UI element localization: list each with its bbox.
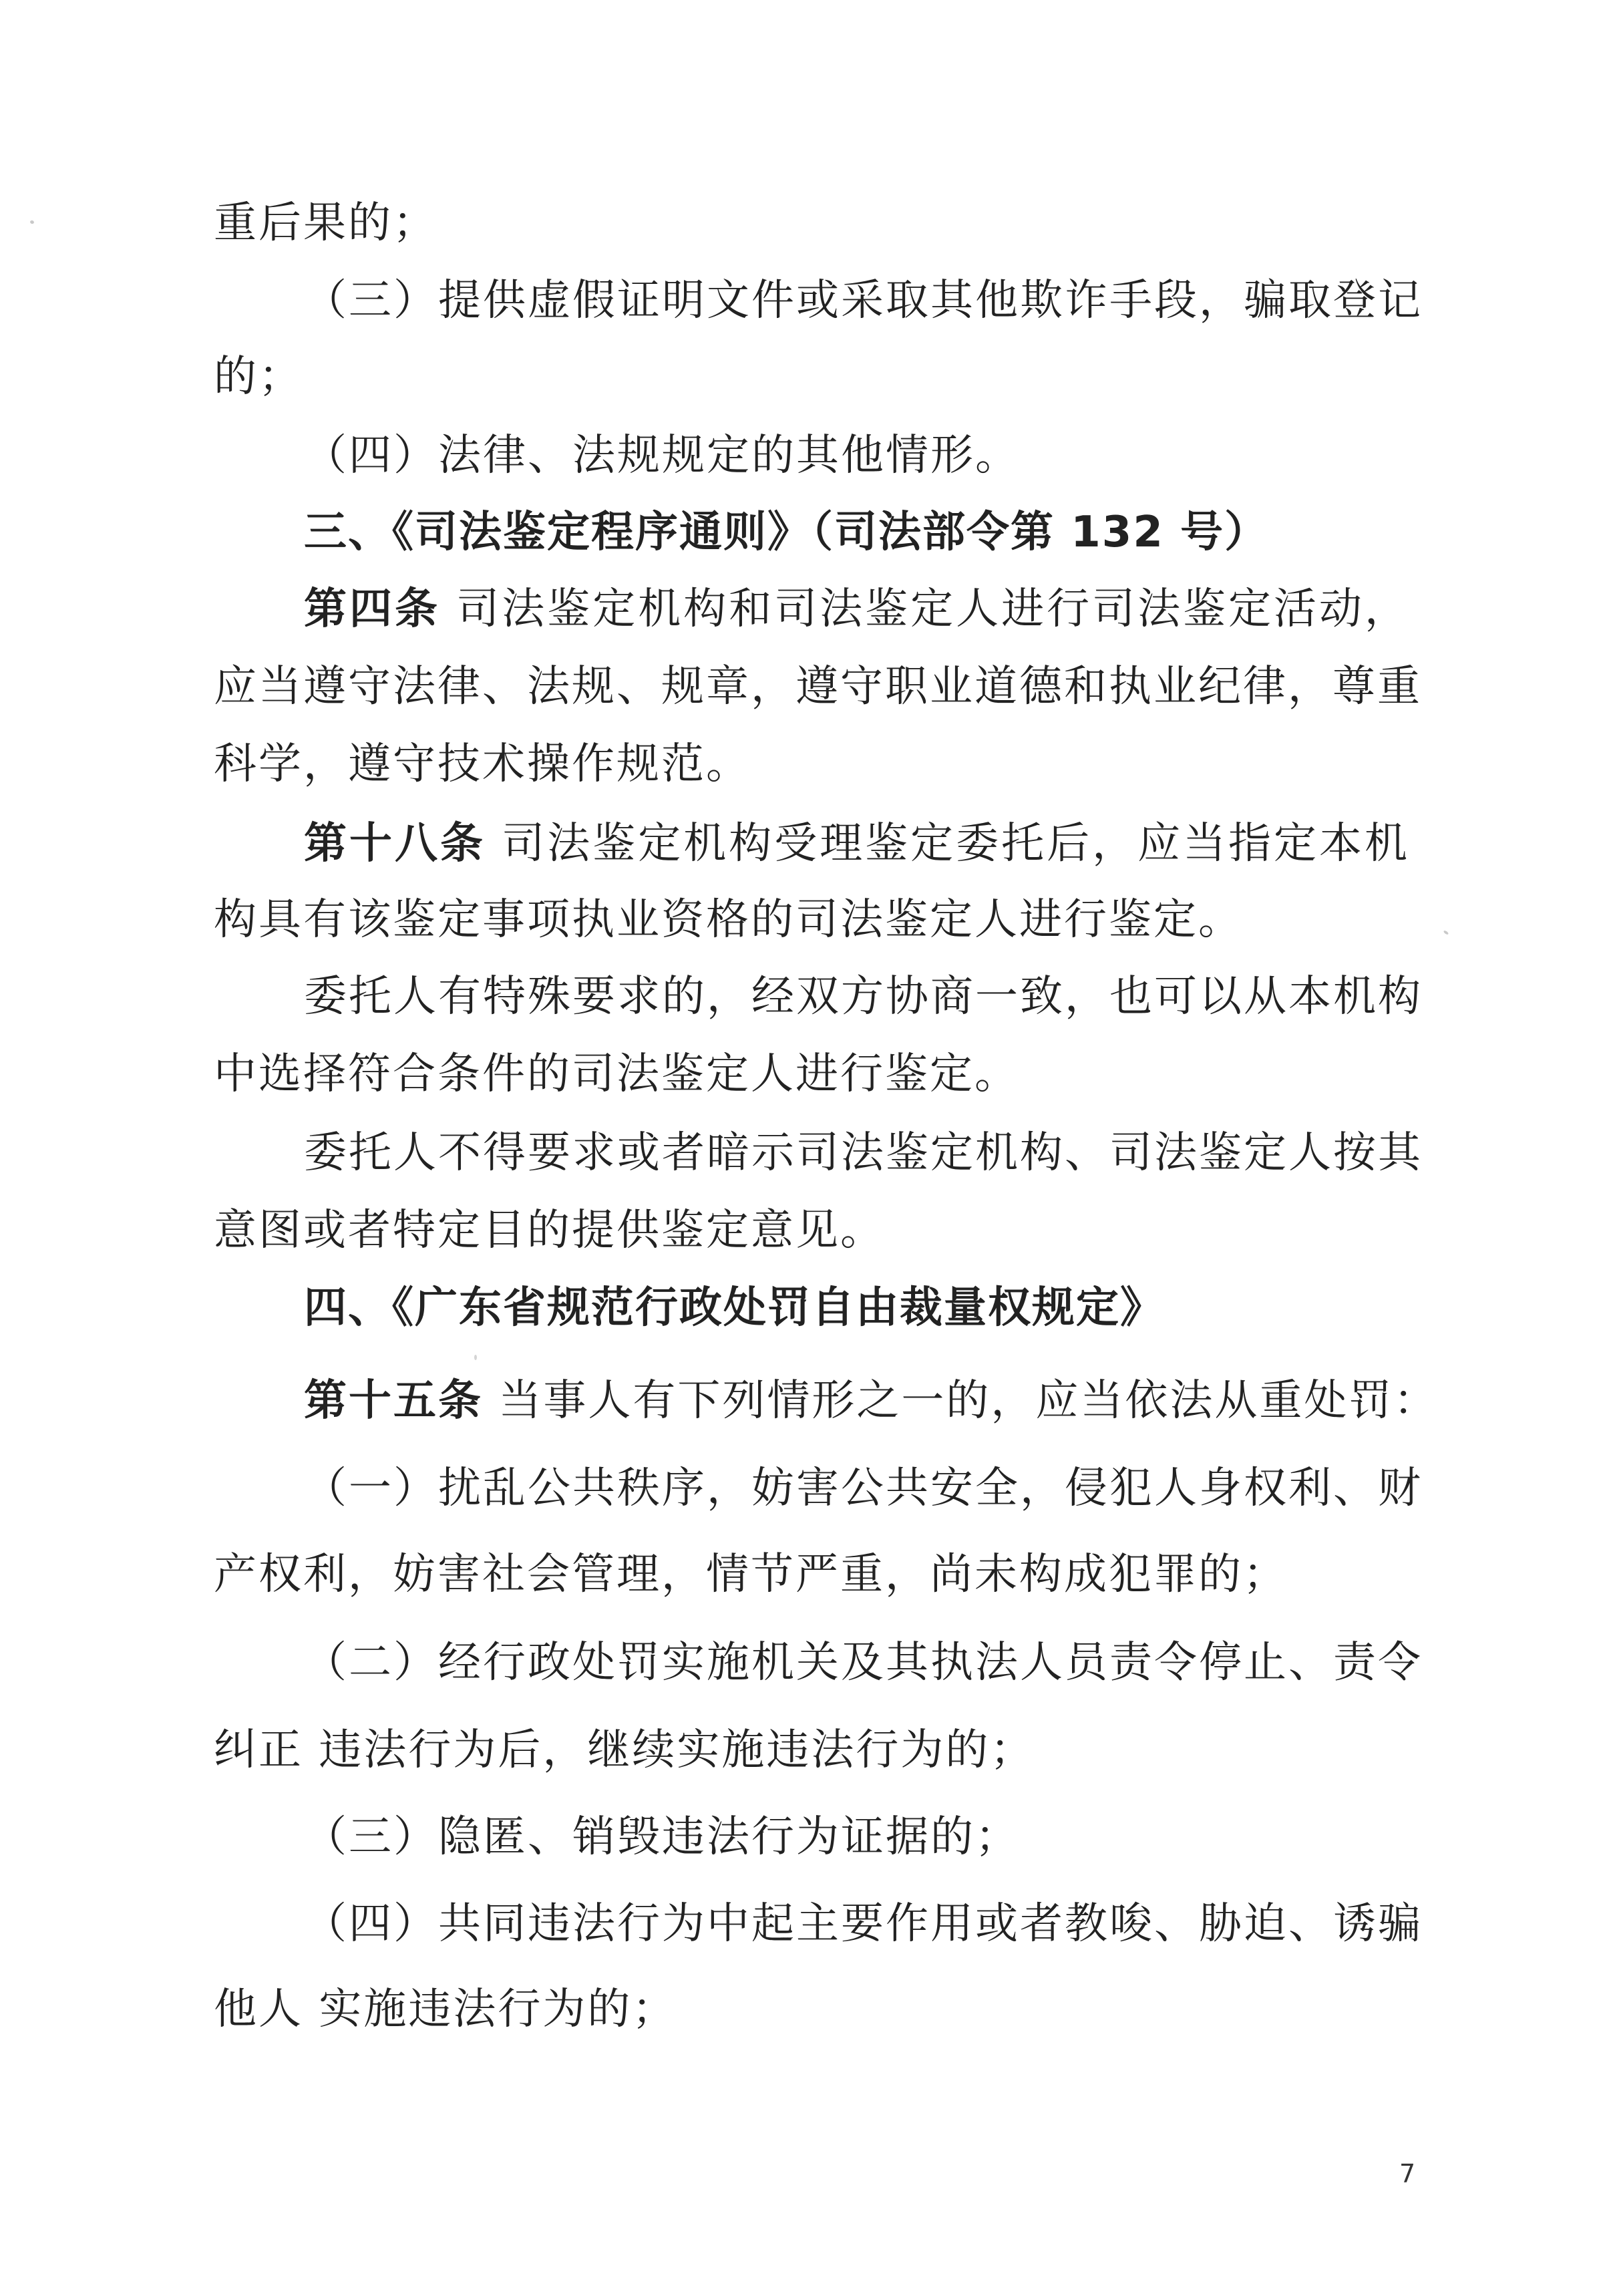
text-line: （四）共同违法行为中起主要作用或者教唆、胁迫、诱骗: [304, 1899, 1423, 1949]
article-label: 第四条: [304, 585, 440, 634]
text-line: （三）提供虚假证明文件或采取其他欺诈手段，骗取登记: [304, 276, 1423, 325]
article-line: [304, 819, 1410, 868]
text-line: 科学，遵守技术操作规范。: [214, 740, 751, 789]
text-line: 委托人不得要求或者暗示司法鉴定机构、司法鉴定人按其: [304, 1128, 1423, 1178]
text-line: （二）经行政处罚实施机关及其执法人员责令停止、责令: [304, 1638, 1423, 1687]
section-heading: 三、《司法鉴定程序通则》（司法部令第 132 号）: [304, 508, 1269, 557]
scan-speck: [1443, 930, 1449, 935]
text-line: 构具有该鉴定事项执业资格的司法鉴定人进行鉴定。: [214, 895, 1243, 945]
page-number: 7: [1399, 2159, 1416, 2188]
article-line: [304, 1376, 1439, 1426]
article-line: [304, 585, 1410, 634]
text-line: 的；: [214, 352, 303, 401]
text-line: 他人 实施违法行为的；: [214, 1985, 677, 2034]
text-line: （四）法律、法规规定的其他情形。: [304, 431, 1020, 480]
text-line: 意图或者特定目的提供鉴定意见。: [214, 1206, 885, 1255]
text-line: 中选择符合条件的司法鉴定人进行鉴定。: [214, 1049, 1019, 1099]
article-text: 司法鉴定机构受理鉴定委托后，应当指定本机: [485, 819, 1410, 868]
scan-speck: [474, 1355, 477, 1360]
article-label: 第十五条: [304, 1376, 483, 1426]
article-label: 第十八条: [304, 819, 486, 868]
text-line: 重后果的；: [214, 198, 437, 248]
article-text: 当事人有下列情形之一的，应当依法从重处罚：: [483, 1376, 1439, 1426]
article-text: 司法鉴定机构和司法鉴定人进行司法鉴定活动，: [439, 585, 1410, 634]
text-line: （一）扰乱公共秩序，妨害公共安全，侵犯人身权利、财: [304, 1464, 1423, 1513]
text-line: 纠正 违法行为后，继续实施违法行为的；: [214, 1726, 1035, 1775]
scan-speck: [29, 220, 34, 224]
text-line: （三）隐匿、销毁违法行为证据的；: [304, 1812, 1020, 1862]
text-line: 产权利，妨害社会管理，情节严重，尚未构成犯罪的；: [214, 1550, 1288, 1599]
section-heading: 四、《广东省规范行政处罚自由裁量权规定》: [304, 1283, 1164, 1333]
text-line: 委托人有特殊要求的，经双方协商一致，也可以从本机构: [304, 972, 1423, 1021]
text-line: 应当遵守法律、法规、规章，遵守职业道德和执业纪律，尊重: [214, 662, 1422, 711]
